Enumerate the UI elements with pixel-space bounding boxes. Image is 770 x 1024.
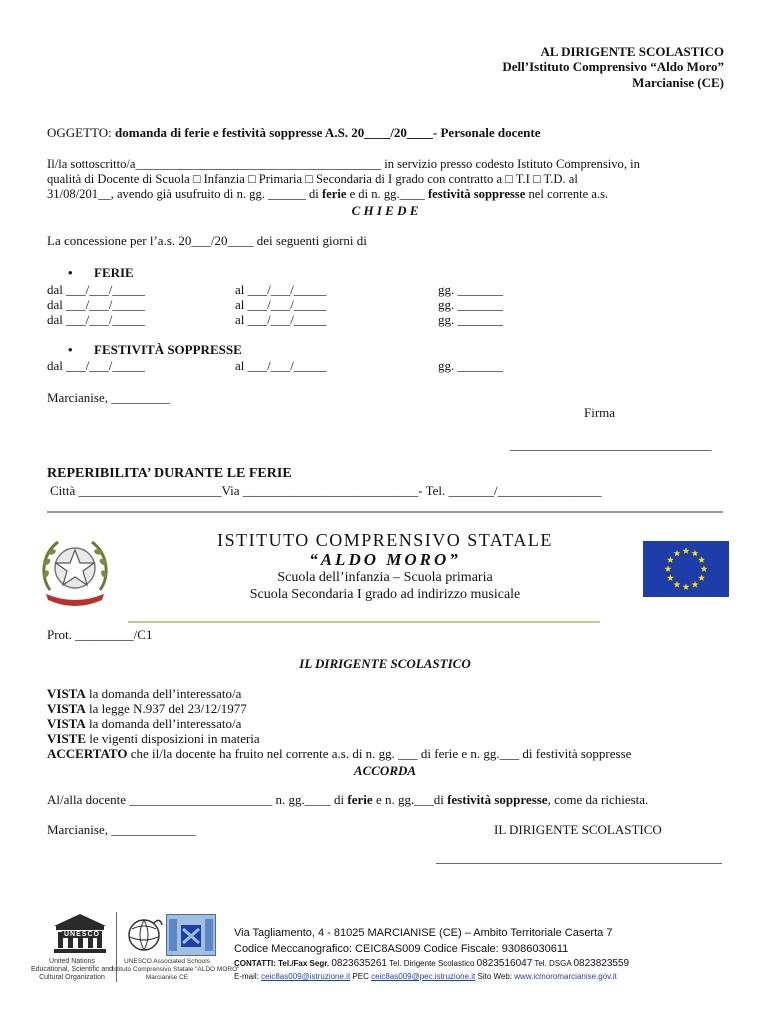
protocol-number: Prot. _________/C1 [47, 627, 153, 642]
bullet-icon: • [68, 265, 73, 280]
firma-label: Firma [584, 405, 616, 420]
request-place-date: Marcianise, _________ [47, 390, 170, 405]
body-line2: qualità di Docente di Scuola □ Infanzia □ Primaria □ Secondaria di I grado con contratto a □ T.I □ T.D. al [47, 172, 578, 186]
contacts-segreteria-phone: 0823635261 [331, 958, 387, 969]
ferie-row-3-gg: gg. _______ [438, 312, 503, 327]
body-line3-part3: nel corrente a.s. [525, 187, 609, 201]
section-divider [47, 511, 723, 513]
ferie-heading-label: FERIE [94, 265, 134, 280]
viste-item-value: le vigenti disposizioni in materia [86, 731, 260, 746]
unesco-caption-line1: United Nations [49, 958, 95, 965]
subject-text: domanda di ferie e festività soppresse A.S. 20____/20____- Personale docente [115, 125, 541, 140]
accorda-heading: ACCORDA [353, 763, 417, 778]
reperibilita-heading: REPERIBILITA’ DURANTE LE FERIE [47, 466, 292, 481]
ferie-row-2-al: al ___/___/_____ [235, 297, 327, 312]
web-label: Sito Web: [475, 972, 515, 981]
vista-item-2 [47, 701, 247, 717]
eu-star-icon [692, 581, 699, 588]
contacts-label: CONTATTI: Tel./Fax Segr. [234, 959, 332, 968]
pec-label: PEC [350, 972, 372, 981]
festivita-heading-label: FESTIVITÀ SOPPRESSE [94, 342, 242, 357]
eu-star-icon [701, 565, 708, 572]
body-line1: Il/la sottoscritto/a_______________________________________ in servizio presso codesto Istituto Comprensivo, in [47, 157, 640, 171]
reperibilita-line: Città ______________________Via ___________________________- Tel. _______/________________ [50, 483, 602, 498]
green-divider [128, 621, 600, 623]
vista-item-1-key: VISTA [47, 686, 86, 701]
footer-address: Via Tagliamento, 4 - 81025 MARCIANISE (CE) – Ambito Territoriale Caserta 7 [234, 927, 613, 939]
concession-line: La concessione per l’a.s. 20___/20____ dei seguenti giorni di [47, 233, 367, 248]
eu-star-icon [692, 550, 699, 557]
unesco-wordmark: UNESCO [64, 931, 100, 938]
vista-item-2-value: la legge N.937 del 23/12/1977 [85, 701, 247, 716]
body-line3-festivita: festività soppresse [427, 187, 526, 201]
accertato-item-value: che il/la docente ha fruito nel corrente a.s. di n. gg. ___ di ferie e n. gg.___ di festività soppresse [127, 746, 632, 761]
contacts-dsga-label: Tel. DSGA [532, 959, 574, 968]
website-link[interactable]: www.icmoromarcianise.gov.it [514, 972, 617, 981]
vista-item-3-value: la domanda dell’interessato/a [85, 716, 242, 731]
grant-line-part1: Al/alla docente ______________________ n. gg.____ di [47, 792, 348, 807]
institute-name: ISTITUTO COMPRENSIVO STATALE [217, 530, 553, 550]
contacts-dsga-phone: 0823823559 [573, 958, 630, 969]
ferie-row-3-al: al ___/___/_____ [235, 312, 327, 327]
eu-star-icon [674, 581, 681, 588]
accertato-item [47, 746, 631, 762]
festivita-heading [68, 342, 242, 358]
asp-globe-icon [124, 915, 164, 955]
pec-link[interactable]: ceic8as009@pec.istruzione.it [371, 972, 476, 981]
ferie-row-2-dal: dal ___/___/_____ [47, 297, 145, 312]
eu-star-icon [667, 556, 674, 563]
vista-item-1-value: la domanda dell’interessato/a [85, 686, 242, 701]
accertato-item-key: ACCERTATO [47, 746, 128, 761]
footer-codes: Codice Meccanografico: CEIC8AS009 Codice Fiscale: 93086030611 [234, 943, 569, 955]
asp-caption-line3: Marcianise CE [145, 974, 189, 981]
festivita-row-gg: gg. _______ [438, 358, 503, 373]
grant-line-part3: , come da richiesta. [547, 792, 649, 807]
grant-line-festivita: festività soppresse [447, 792, 548, 807]
eu-star-icon [665, 565, 672, 572]
asp-caption-line2: Istituto Comprensivo Statale "ALDO MORO" [112, 966, 240, 973]
ferie-row-3-dal: dal ___/___/_____ [47, 312, 145, 327]
vista-item-2-key: VISTA [47, 701, 86, 716]
addressee-line2: Dell’Istituto Comprensivo “Aldo Moro” [502, 59, 724, 74]
bullet-icon: • [68, 342, 73, 357]
eu-star-icon [683, 583, 690, 590]
ferie-row-1-gg: gg. _______ [438, 282, 503, 297]
response-place-date: Marcianise, _____________ [47, 822, 196, 837]
viste-item [47, 731, 260, 747]
unesco-caption [20, 958, 124, 982]
body-line3-part1: 31/08/201__, avendo già usufruito di n. gg. ______ di [47, 187, 322, 201]
school-logo-icon [166, 914, 216, 956]
institute-line1: Scuola dell’infanzia – Scuola primaria [277, 570, 493, 585]
firma-line: _______________________________ [510, 437, 712, 452]
contacts-dirigente-phone: 0823516047 [476, 958, 533, 969]
dirigente-sign-line: ____________________________________________ [436, 850, 722, 865]
subject-label: OGGETTO: [47, 125, 116, 140]
footer-contacts [234, 958, 629, 969]
email-link[interactable]: ceic8as009@istruzione.it [261, 972, 351, 981]
eu-star-icon [698, 556, 705, 563]
asp-caption [112, 958, 240, 982]
unesco-caption-line3: Cultural Organization [39, 974, 105, 981]
addressee-line3: Marcianise (CE) [632, 75, 724, 90]
contacts-dirigente-label: Tel. Dirigente Scolastico [386, 959, 477, 968]
chiede-heading: C H I E D E [351, 203, 419, 218]
ferie-heading [68, 265, 134, 281]
eu-star-icon [683, 547, 690, 554]
asp-caption-line1: UNESCO Associated Schools [124, 958, 210, 965]
ferie-row-1-dal: dal ___/___/_____ [47, 282, 145, 297]
vista-item-3 [47, 716, 241, 732]
festivita-row-al: al ___/___/_____ [235, 358, 327, 373]
grant-line-part2: e n. gg.___di [372, 792, 448, 807]
unesco-caption-line2: Educational, Scientific and [30, 966, 114, 973]
institute-line2: Scuola Secondaria I grado ad indirizzo musicale [249, 587, 521, 602]
vista-item-1 [47, 686, 241, 702]
eu-star-icon [698, 574, 705, 581]
institute-subname: “ALDO MORO” [309, 550, 461, 569]
body-line3-part2: e di n. gg.____ [346, 187, 428, 201]
dirigente-title: IL DIRIGENTE SCOLASTICO [299, 656, 471, 671]
eu-star-icon [667, 574, 674, 581]
ferie-row-2-gg: gg. _______ [438, 297, 503, 312]
body-line3-ferie: ferie [321, 187, 347, 201]
vista-item-3-key: VISTA [47, 716, 86, 731]
addressee-line1: AL DIRIGENTE SCOLASTICO [540, 44, 724, 59]
footer-web-contacts [234, 972, 617, 981]
ferie-row-1-al: al ___/___/_____ [235, 282, 327, 297]
email-label: E-mail: [234, 972, 262, 981]
subject [47, 125, 541, 141]
grant-line-ferie: ferie [347, 792, 373, 807]
eu-star-icon [674, 550, 681, 557]
dirigente-signer: IL DIRIGENTE SCOLASTICO [494, 822, 662, 837]
body-line3 [47, 187, 608, 202]
viste-item-key: VISTE [47, 731, 87, 746]
grant-line [47, 792, 648, 808]
festivita-row-dal: dal ___/___/_____ [47, 358, 145, 373]
eu-flag-icon [643, 541, 729, 597]
